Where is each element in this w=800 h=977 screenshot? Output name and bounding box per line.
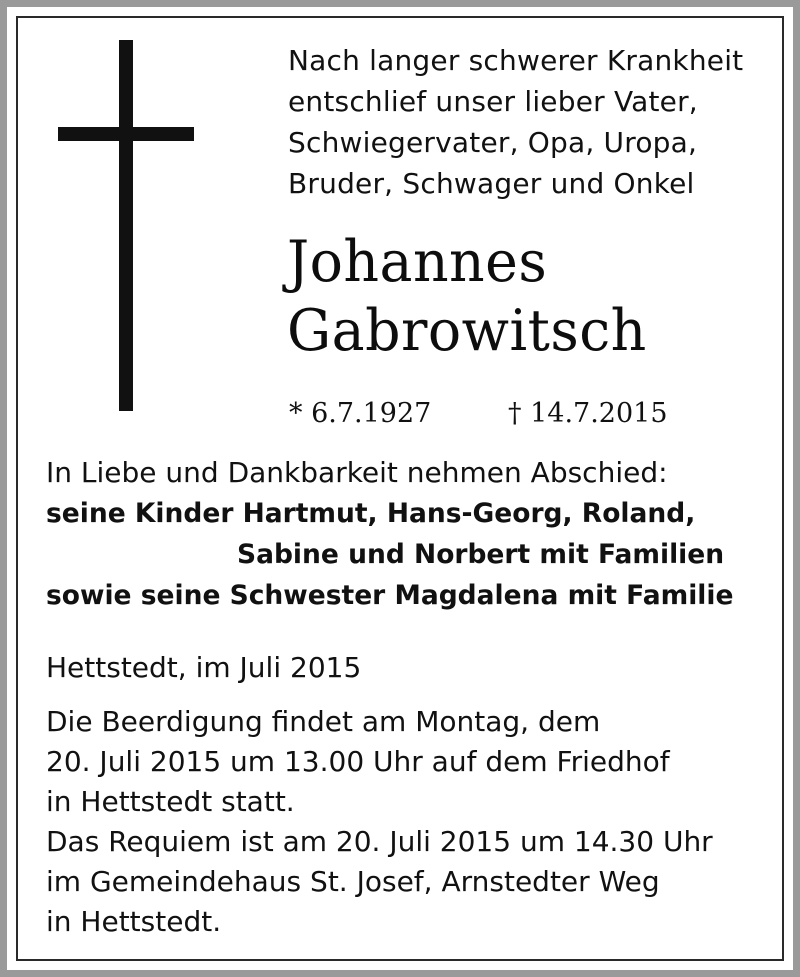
cross-horizontal-bar <box>58 127 194 141</box>
funeral-line: 20. Juli 2015 um 13.00 Uhr auf dem Friedhof <box>46 745 670 778</box>
intro-line: Schwiegervater, Opa, Uropa, <box>288 126 698 159</box>
funeral-line: in Hettstedt. <box>46 905 222 938</box>
deceased-name <box>287 228 787 366</box>
first-name: Johannes <box>287 229 548 295</box>
mourners-line: Sabine und Norbert mit Familien <box>237 539 725 570</box>
birth-date: * 6.7.1927 <box>289 398 432 429</box>
funeral-line: Die Beerdigung findet am Montag, dem <box>46 705 601 738</box>
mourners-line: seine Kinder Hartmut, Hans-Georg, Roland, <box>46 498 696 529</box>
mourners-line: sowie seine Schwester Magdalena mit Familie <box>46 580 734 611</box>
funeral-details <box>46 702 776 942</box>
last-name: Gabrowitsch <box>287 298 647 364</box>
intro-text <box>288 40 778 204</box>
mourners-section <box>46 452 776 616</box>
mourners-heading: In Liebe und Dankbarkeit nehmen Abschied: <box>46 456 668 489</box>
cross-vertical-bar <box>119 40 133 411</box>
intro-line: entschlief unser lieber Vater, <box>288 85 698 118</box>
funeral-line: im Gemeindehaus St. Josef, Arnstedter Weg <box>46 865 660 898</box>
place-and-date: Hettstedt, im Juli 2015 <box>46 651 362 684</box>
intro-line: Bruder, Schwager und Onkel <box>288 167 695 200</box>
funeral-line: in Hettstedt statt. <box>46 785 295 818</box>
funeral-line: Das Requiem ist am 20. Juli 2015 um 14.30 Uhr <box>46 825 713 858</box>
death-date: † 14.7.2015 <box>508 398 668 429</box>
intro-line: Nach langer schwerer Krankheit <box>288 44 744 77</box>
